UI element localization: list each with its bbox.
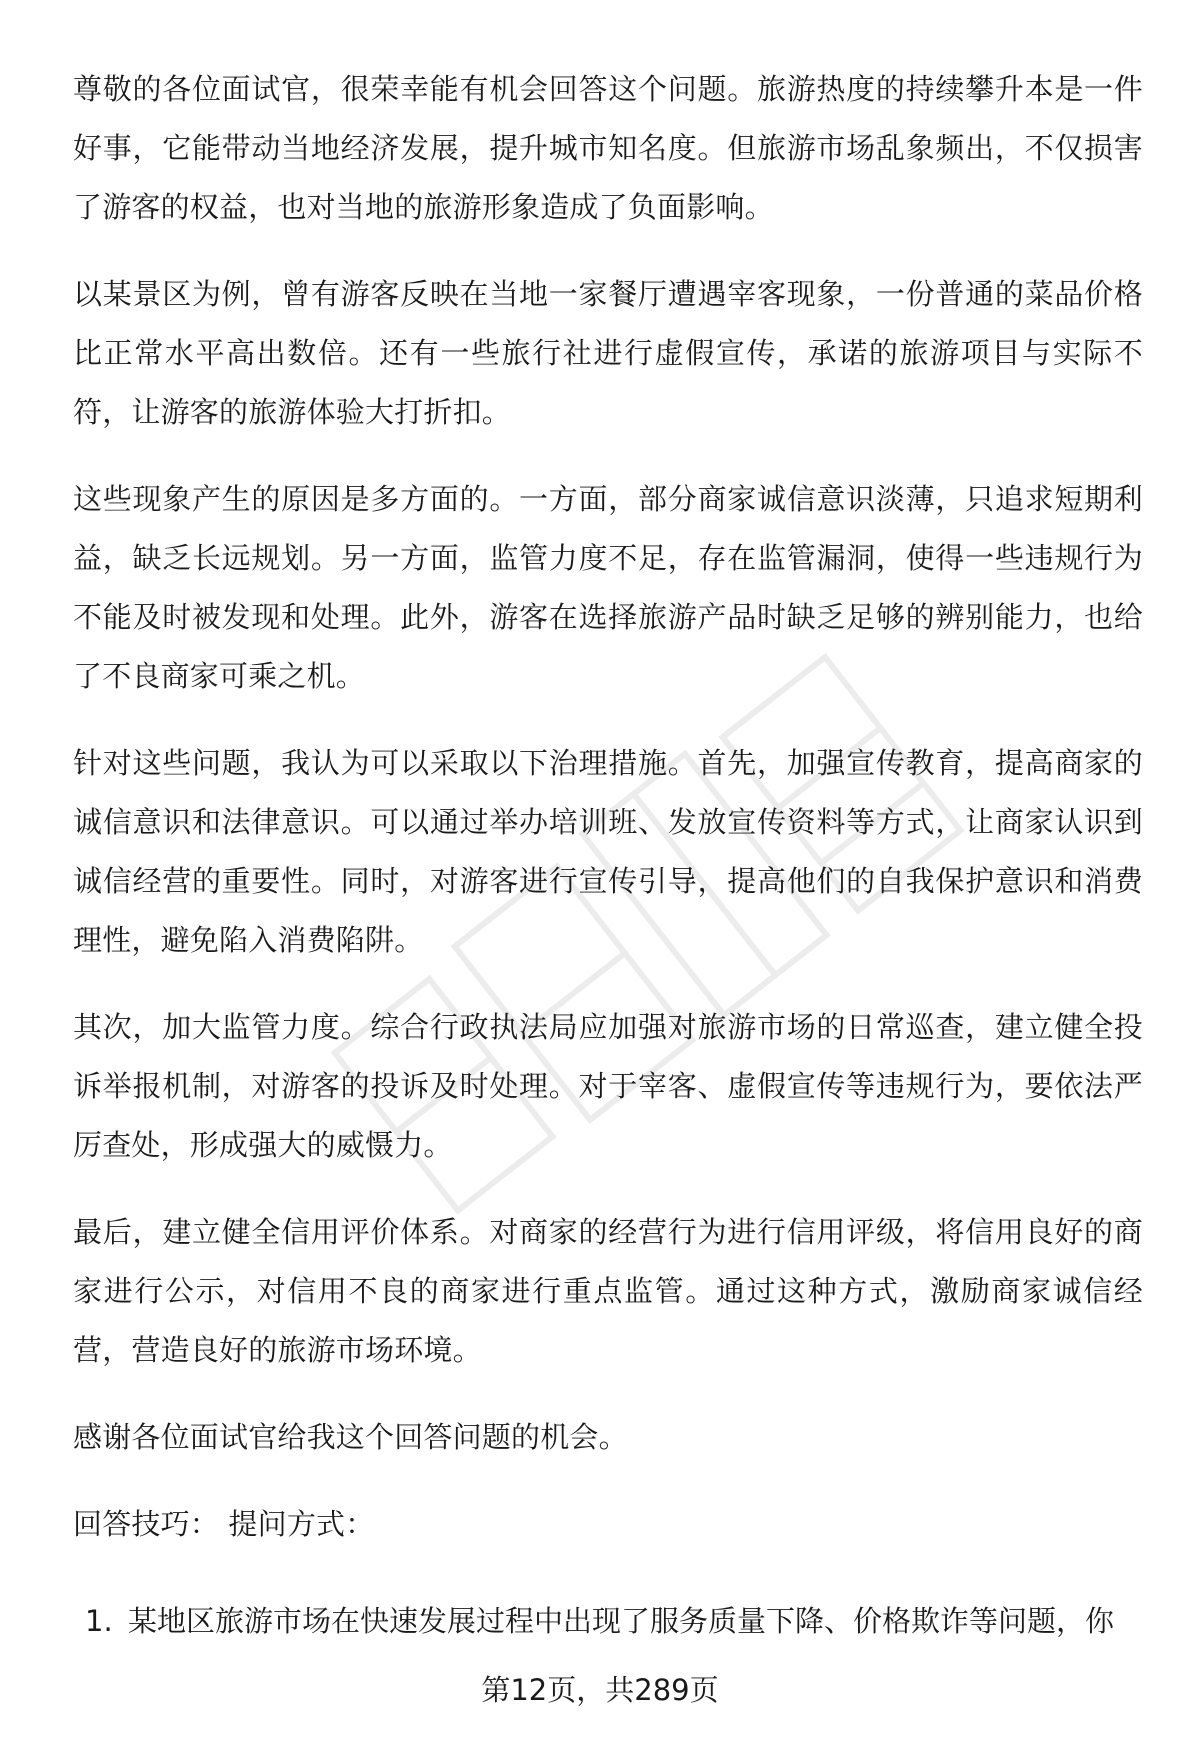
paragraph-measure-first: 针对这些问题，我认为可以采取以下治理措施。首先，加强宣传教育，提高商家的诚信意识和法律意识。可以通过举办培训班、发放宣传资料等方式，让商家认识到诚信经营的重要性。同时，对游客进行宣传引导，提高他们的自我保护意识和消费理性，避免陷入消费陷阱。	[73, 746, 1143, 957]
paragraph-measure-last: 最后，建立健全信用评价体系。对商家的经营行为进行信用评级，将信用良好的商家进行公示，对信用不良的商家进行重点监管。通过这种方式，激励商家诚信经营，营造良好的旅游市场环境。	[73, 1215, 1143, 1367]
page-number-label: 第12页，共289页	[481, 1673, 719, 1707]
paragraph-thanks: 感谢各位面试官给我这个回答问题的机会。	[73, 1420, 628, 1454]
paragraph-measure-second: 其次，加大监管力度。综合行政执法局应加强对旅游市场的日常巡查，建立健全投诉举报机制，对游客的投诉及时处理。对于宰客、虚假宣传等违规行为，要依法严厉查处，形成强大的威慑力。	[73, 1010, 1143, 1162]
list-item-number: 1.	[85, 1604, 113, 1638]
list-item-text: 某地区旅游市场在快速发展过程中出现了服务质量下降、价格欺诈等问题，你	[128, 1604, 1115, 1638]
paragraph-intro: 尊敬的各位面试官，很荣幸能有机会回答这个问题。旅游热度的持续攀升本是一件好事，它能带动当地经济发展，提升城市知名度。但旅游市场乱象频出，不仅损害了游客的权益，也对当地的旅游形象造成了负面影响。	[73, 72, 1143, 224]
tips-heading: 回答技巧： 提问方式：	[73, 1507, 375, 1541]
page-footer	[0, 1670, 1200, 1710]
list-item	[73, 1592, 1143, 1651]
paragraph-example: 以某景区为例，曾有游客反映在当地一家餐厅遭遇宰客现象，一份普通的菜品价格比正常水平高出数倍。还有一些旅行社进行虚假宣传，承诺的旅游项目与实际不符，让游客的旅游体验大打折扣。	[73, 277, 1143, 429]
question-list	[73, 1592, 1143, 1651]
paragraph-causes: 这些现象产生的原因是多方面的。一方面，部分商家诚信意识淡薄，只追求短期利益，缺乏长远规划。另一方面，监管力度不足，存在监管漏洞，使得一些违规行为不能及时被发现和处理。此外，游客在选择旅游产品时缺乏足够的辨别能力，也给了不良商家可乘之机。	[73, 482, 1143, 693]
document-body	[73, 60, 1143, 1651]
